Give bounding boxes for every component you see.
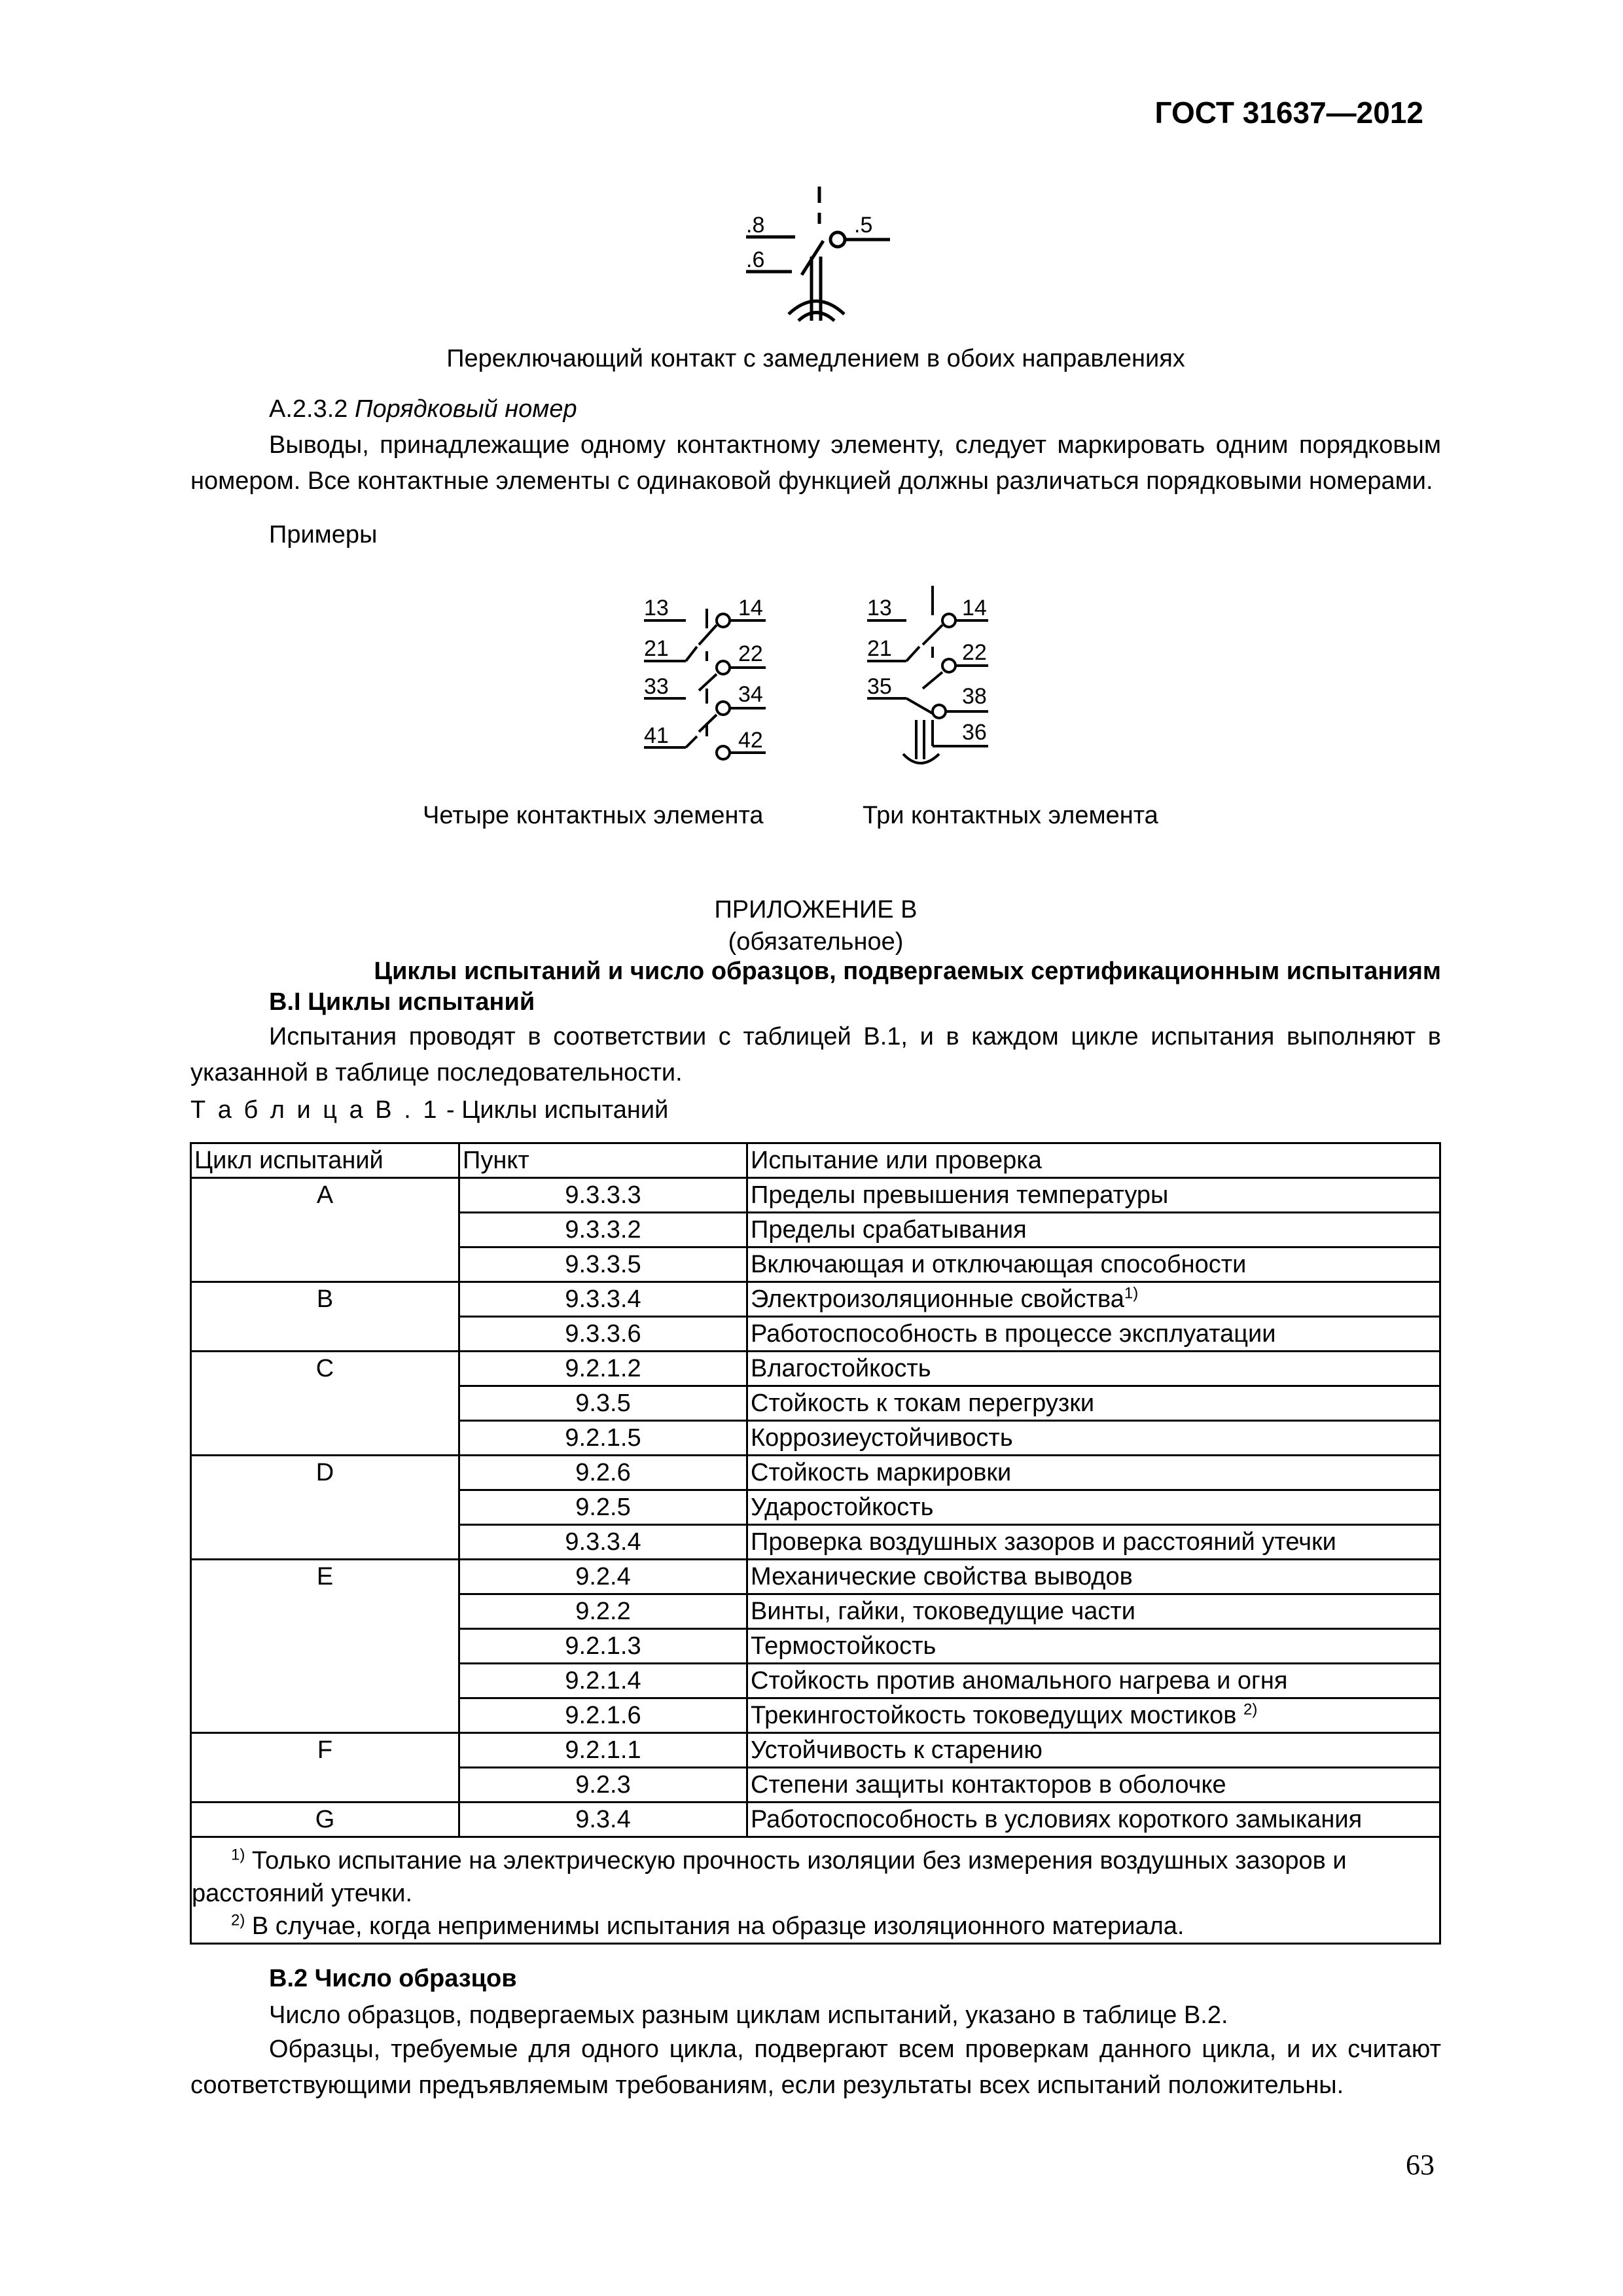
test-cell: Винты, гайки, токоведущие части — [747, 1594, 1440, 1629]
test-cell: Ударостойкость — [747, 1490, 1440, 1525]
clause-cell: 9.2.1.3 — [459, 1629, 747, 1664]
section-a232-text: Выводы, принадлежащие одному контактному элементу, следует маркировать одним порядковым номером. Все контактные элементы с одинаковой функцией должны различаться порядковыми номерами. — [190, 431, 1441, 495]
test-cell: Стойкость против аномального нагрева и огня — [747, 1664, 1440, 1698]
clause-cell: 9.3.3.4 — [459, 1525, 747, 1560]
clause-cell: 9.3.3.3 — [459, 1178, 747, 1213]
appendix-status: (обязательное) — [728, 928, 904, 956]
table-row — [191, 1803, 1440, 1837]
test-cell: Устойчивость к старению — [747, 1733, 1440, 1768]
section-b2-p2: Образцы, требуемые для одного цикла, подвергают всем проверкам данного цикла, и их считают соответствующими предъявляемым требованиям, если результаты всех испытаний положительны. — [190, 2036, 1441, 2099]
test-cell: Термостойкость — [747, 1629, 1440, 1664]
test-cell: Влагостойкость — [747, 1352, 1440, 1386]
clause-cell: 9.2.1.4 — [459, 1664, 747, 1698]
right-label-35: 35 — [867, 674, 892, 699]
clause-cell: 9.2.1.5 — [459, 1421, 747, 1456]
test-cell: Коррозиеустойчивость — [747, 1421, 1440, 1456]
left-label-41: 41 — [644, 723, 669, 748]
clause-cell: 9.2.1.2 — [459, 1352, 747, 1386]
figure-caption: Переключающий контакт с замедлением в обоих направлениях — [446, 345, 1185, 372]
right-label-13: 13 — [867, 596, 892, 620]
table-row — [191, 1456, 1440, 1490]
section-b2-p1: Число образцов, подвергаемых разным циклам испытаний, указано в таблице В.2. — [269, 2001, 1228, 2029]
left-label-13: 13 — [644, 596, 669, 620]
left-label-42: 42 — [738, 728, 763, 753]
note-1 — [192, 1844, 1439, 1910]
cycle-cell: E — [191, 1560, 459, 1733]
clause-cell: 9.2.5 — [459, 1490, 747, 1525]
right-label-38: 38 — [962, 684, 987, 709]
clause-cell: 9.2.1.6 — [459, 1698, 747, 1733]
note-mark: 1) — [231, 1846, 245, 1864]
clause-cell: 9.2.4 — [459, 1560, 747, 1594]
test-cell: Работоспособность в процессе эксплуатации — [747, 1317, 1440, 1352]
section-b2-title: В.2 Число образцов — [269, 1965, 517, 1992]
note-mark: 2) — [231, 1911, 245, 1929]
clause-cell: 9.2.6 — [459, 1456, 747, 1490]
test-text: Электроизоляционные свойства — [751, 1285, 1124, 1313]
cycle-cell: F — [191, 1733, 459, 1803]
cycle-cell: C — [191, 1352, 459, 1456]
footnote-mark: 2) — [1243, 1700, 1258, 1719]
clause-cell: 9.3.5 — [459, 1386, 747, 1421]
diagram-label-5: .5 — [854, 213, 873, 238]
test-cell: Включающая и отключающая способности — [747, 1247, 1440, 1282]
table-row — [191, 1282, 1440, 1317]
test-cell: Пределы срабатывания — [747, 1213, 1440, 1247]
test-cell: Проверка воздушных зазоров и расстояний утечки — [747, 1525, 1440, 1560]
section-title: Порядковый номер — [354, 395, 577, 423]
changeover-contact-diagram — [740, 183, 910, 334]
note-2 — [192, 1910, 1439, 1943]
clause-cell: 9.2.1.1 — [459, 1733, 747, 1768]
test-cell: Пределы превышения температуры — [747, 1178, 1440, 1213]
right-label-21: 21 — [867, 636, 892, 661]
page-number: 63 — [1406, 2149, 1435, 2181]
table-row — [191, 1560, 1440, 1594]
test-cell — [747, 1282, 1440, 1317]
section-a232-heading — [190, 391, 1441, 427]
test-cell: Степени защиты контакторов в оболочке — [747, 1768, 1440, 1803]
table-caption-prefix: Т а б л и ц а В . 1 — [190, 1096, 440, 1124]
clause-cell: 9.3.3.2 — [459, 1213, 747, 1247]
test-cell: Стойкость маркировки — [747, 1456, 1440, 1490]
appendix-intro: Испытания проводят в соответствии с таблицей В.1, и в каждом цикле испытания выполняют в указанной в таблице последовательности. — [190, 1023, 1441, 1086]
appendix-heading: Циклы испытаний и число образцов, подвергаемых сертификационным испытаниям — [374, 958, 1441, 985]
cycle-cell: A — [191, 1178, 459, 1282]
caption-three-elements: Три контактных элемента — [863, 802, 1158, 829]
table-row — [191, 1178, 1440, 1213]
examples-label: Примеры — [269, 521, 378, 548]
clause-cell: 9.3.4 — [459, 1803, 747, 1837]
right-label-36: 36 — [962, 720, 987, 745]
test-cell — [747, 1698, 1440, 1733]
standard-number: ГОСТ 31637—2012 — [1154, 96, 1423, 130]
appendix-title: ПРИЛОЖЕНИЕ В — [714, 896, 918, 924]
table-caption — [190, 1096, 668, 1124]
test-cycles-table — [190, 1142, 1441, 1945]
test-cell: Работоспособность в условиях короткого замыкания — [747, 1803, 1440, 1837]
left-label-21: 21 — [644, 636, 669, 661]
left-label-34: 34 — [738, 682, 763, 707]
cycle-cell: G — [191, 1803, 459, 1837]
table-row — [191, 1733, 1440, 1768]
left-label-14: 14 — [738, 596, 763, 620]
note-text: Только испытание на электрическую прочность изоляции без измерения воздушных зазоров и расстояний утечки. — [192, 1847, 1347, 1907]
diagram-label-8: .8 — [746, 213, 765, 238]
contact-numbering-diagram — [635, 576, 1041, 785]
footnote-mark: 1) — [1124, 1284, 1139, 1302]
left-label-33: 33 — [644, 674, 669, 699]
clause-cell: 9.3.3.6 — [459, 1317, 747, 1352]
clause-cell: 9.3.3.5 — [459, 1247, 747, 1282]
clause-cell: 9.2.3 — [459, 1768, 747, 1803]
section-number: А.2.3.2 — [269, 395, 348, 423]
table-notes — [191, 1837, 1440, 1944]
left-label-22: 22 — [738, 641, 763, 666]
cycle-cell: D — [191, 1456, 459, 1560]
table-caption-title: - Циклы испытаний — [439, 1096, 669, 1124]
note-text: В случае, когда неприменимы испытания на образце изоляционного материала. — [245, 1912, 1185, 1940]
test-cell: Стойкость к токам перегрузки — [747, 1386, 1440, 1421]
test-cell: Механические свойства выводов — [747, 1560, 1440, 1594]
caption-four-elements: Четыре контактных элемента — [423, 802, 764, 829]
right-label-14: 14 — [962, 596, 987, 620]
cycle-cell: B — [191, 1282, 459, 1352]
header-test: Испытание или проверка — [747, 1143, 1440, 1178]
clause-cell: 9.3.3.4 — [459, 1282, 747, 1317]
test-text: Трекингостойкость токоведущих мостиков — [751, 1702, 1244, 1729]
section-b1-title: В.I Циклы испытаний — [269, 988, 535, 1016]
clause-cell: 9.2.2 — [459, 1594, 747, 1629]
right-label-22: 22 — [962, 640, 987, 665]
table-row — [191, 1352, 1440, 1386]
header-clause: Пункт — [459, 1143, 747, 1178]
header-cycle: Цикл испытаний — [191, 1143, 459, 1178]
diagram-label-6: .6 — [746, 247, 765, 272]
table-notes-row — [191, 1837, 1440, 1944]
table-header-row — [191, 1143, 1440, 1178]
